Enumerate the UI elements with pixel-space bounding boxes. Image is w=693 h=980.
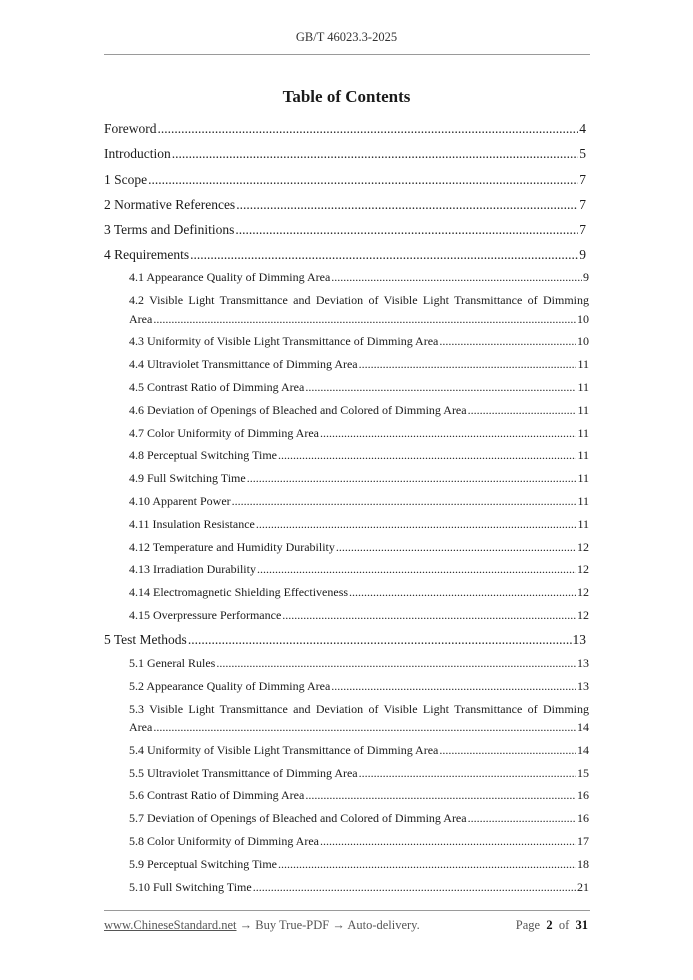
page-label: Page [515,918,541,932]
footer-promo [104,918,420,933]
site-link[interactable]: www.ChineseStandard.net [104,918,237,932]
toc-entry-foreword[interactable]: Foreword ..... 4 [104,121,586,137]
page-current: 2 [546,918,553,932]
toc-entry-5-5[interactable]: 5.5 Ultraviolet Transmittance of Dimming Area ..... 15 [129,766,589,781]
toc-entry-introduction[interactable]: Introduction ..... 5 [104,146,586,162]
arrow-icon: → [239,918,253,932]
page-number [516,918,588,933]
header-doc-id: GB/T 46023.3-2025 [295,30,398,44]
arrow-icon: → [332,918,345,932]
header-divider [104,54,590,55]
toc-entry-5-10[interactable]: 5.10 Full Switching Time ..... 21 [129,880,589,895]
toc-entry-4-13[interactable]: 4.13 Irradiation Durability ..... 12 [129,562,589,577]
toc-entry-5-7[interactable]: 5.7 Deviation of Openings of Bleached and Colored of Dimming Area ..... 16 [129,811,589,826]
toc-entry-4-5[interactable]: 4.5 Contrast Ratio of Dimming Area ..... 11 [129,380,589,395]
toc-entry-5-9[interactable]: 5.9 Perceptual Switching Time ..... 18 [129,857,589,872]
toc-entry-4-2-line2[interactable]: Area ..... 10 [129,312,589,327]
toc-entry-4-1[interactable]: 4.1 Appearance Quality of Dimming Area ..... 9 [129,270,589,285]
toc-entry-5-2[interactable]: 5.2 Appearance Quality of Dimming Area ..... 13 [129,679,589,694]
toc-entry-terms-definitions[interactable]: 3 Terms and Definitions ..... 7 [104,222,586,238]
footer-promo-buy: Buy True-PDF [255,918,330,932]
toc-entry-5-1[interactable]: 5.1 General Rules ..... 13 [129,656,589,671]
toc-entry-5-6[interactable]: 5.6 Contrast Ratio of Dimming Area ..... 16 [129,788,589,803]
toc-entry-4-14[interactable]: 4.14 Electromagnetic Shielding Effectiveness ..... 12 [129,585,589,600]
page-of: of [558,918,570,932]
footer-promo-delivery: Auto-delivery. [347,918,420,932]
toc-entry-4-4[interactable]: 4.4 Ultraviolet Transmittance of Dimming Area ..... 11 [129,357,589,372]
toc-entry-4-11[interactable]: 4.11 Insulation Resistance ..... 11 [129,517,589,532]
toc-entry-requirements[interactable]: 4 Requirements ..... 9 [104,247,586,263]
footer-divider [104,910,590,911]
toc-entry-5-3-line1[interactable]: 5.3 Visible Light Transmittance and Deviation of Visible Light Transmittance of Dimming [129,702,589,716]
toc-entry-4-3[interactable]: 4.3 Uniformity of Visible Light Transmittance of Dimming Area ..... 10 [129,334,589,349]
toc-entry-5-8[interactable]: 5.8 Color Uniformity of Dimming Area ..... 17 [129,834,589,849]
toc-entry-4-12[interactable]: 4.12 Temperature and Humidity Durability ..... 12 [129,540,589,555]
toc-entry-scope[interactable]: 1 Scope ..... 7 [104,172,586,188]
toc-title: Table of Contents [282,87,411,106]
toc-entry-4-15[interactable]: 4.15 Overpressure Performance ..... 12 [129,608,589,623]
toc-entry-normative-references[interactable]: 2 Normative References ..... 7 [104,197,586,213]
page-total: 31 [575,918,588,932]
toc-entry-4-6[interactable]: 4.6 Deviation of Openings of Bleached and Colored of Dimming Area ..... 11 [129,403,589,418]
toc-entry-4-7[interactable]: 4.7 Color Uniformity of Dimming Area ..... 11 [129,426,589,441]
toc-entry-4-9[interactable]: 4.9 Full Switching Time ..... 11 [129,471,589,486]
toc-entry-test-methods[interactable]: 5 Test Methods ..... 13 [104,632,586,648]
toc-entry-5-3-line2[interactable]: Area ..... 14 [129,720,589,735]
toc-entry-5-4[interactable]: 5.4 Uniformity of Visible Light Transmittance of Dimming Area ..... 14 [129,743,589,758]
toc-entry-4-10[interactable]: 4.10 Apparent Power ..... 11 [129,494,589,509]
toc-entry-4-2-line1[interactable]: 4.2 Visible Light Transmittance and Deviation of Visible Light Transmittance of Dimming [129,293,589,307]
toc-entry-4-8[interactable]: 4.8 Perceptual Switching Time ..... 11 [129,448,589,463]
